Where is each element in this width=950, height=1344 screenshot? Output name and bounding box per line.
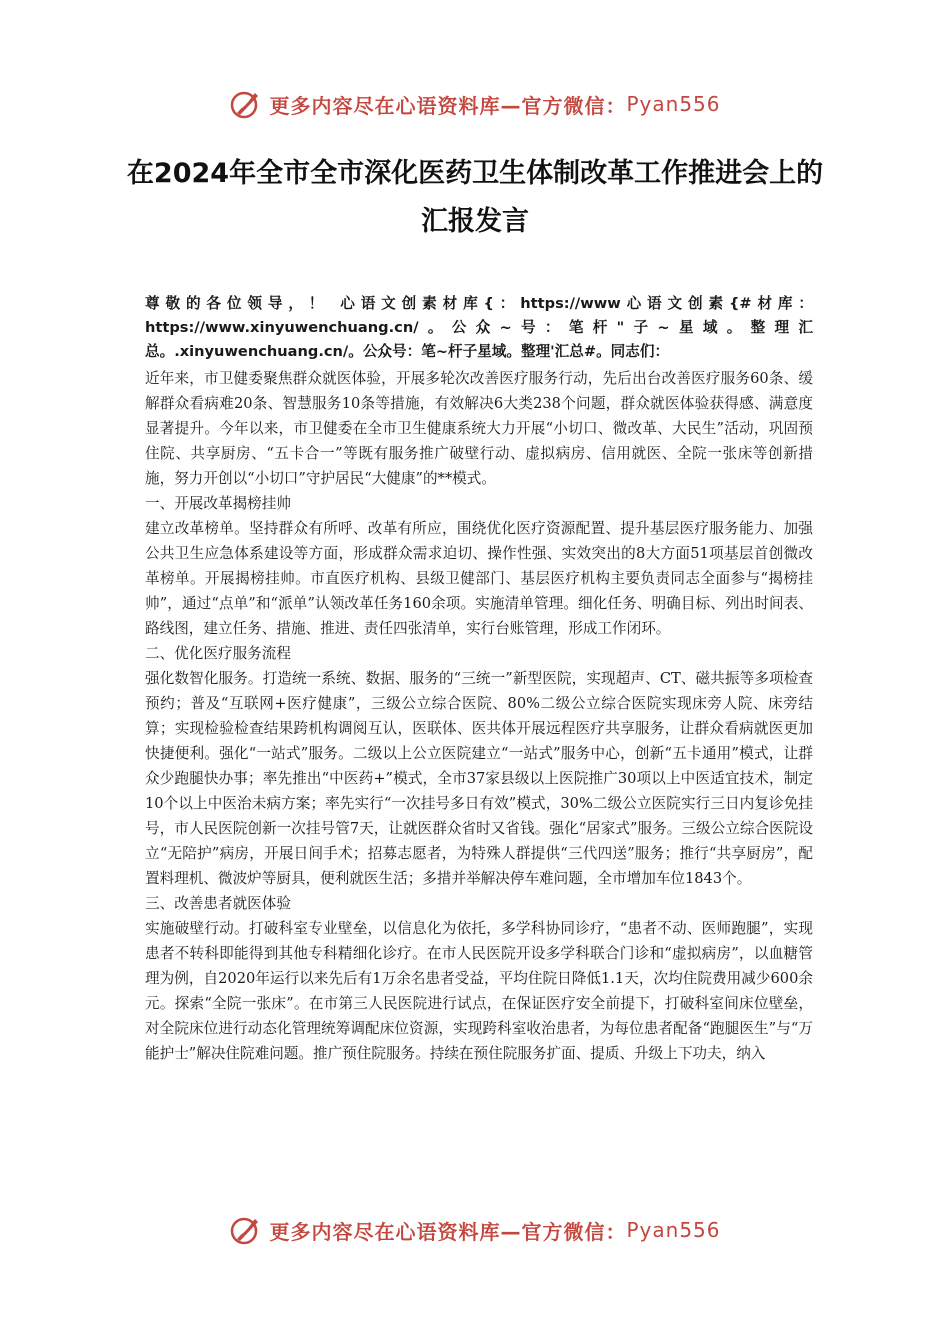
banner-wechat-id: Pyan556 <box>626 1218 721 1242</box>
paragraph-intro: 近年来，市卫健委聚焦群众就医体验，开展多轮次改善医疗服务行动，先后出台改善医疗服务60条、缓解群众看病难20条、智慧服务10条等措施，有效解决6大类238个问题，群众就医体验获得感、满意度显著提升。今年以来，市卫健委在全市卫生健康系统大力开展“小切口、微改革、大民生”活动，巩固预住院、共享厨房、“五卡合一”等既有服务推广破壁行动、虚拟病房、信用就医、全院一张床等创新措施，努力开创以“小切口”守护居民“大健康”的**模式。 <box>145 370 813 487</box>
document-body <box>145 292 813 1066</box>
document-title: 在2024年全市全市深化医药卫生体制改革工作推进会上的汇报发言 <box>126 158 824 237</box>
paragraph-section-3: 实施破壁行动。打破科室专业壁垒，以信息化为依托，多学科协同诊疗，“患者不动、医师跑腿”，实现患者不转科即能得到其他专科精细化诊疗。在市人民医院开设多学科联合门诊和“虚拟病房”，以血糖管理为例，自2020年运行以来先后有1万余名患者受益，平均住院日降低1.1天，次均住院费用减少600余元。探索“全院一张床”。在市第三人民医院进行试点，在保证医疗安全前提下，打破科室间床位壁垒，对全院床位进行动态化管理统筹调配床位资源，实现跨科室收治患者，为每位患者配备“跑腿医生”与“万能护士”解决住院难问题。推广预住院服务。持续在预住院服务扩面、提质、升级上下功夫，纳入 <box>145 920 813 1062</box>
footer-banner <box>0 1210 950 1250</box>
paragraph-section-1: 建立改革榜单。坚持群众有所呼、改革有所应，围绕优化医疗资源配置、提升基层医疗服务能力、加强公共卫生应急体系建设等方面，形成群众需求迫切、操作性强、实效突出的8大方面51项基层首创微改革榜单。开展揭榜挂帅。市直医疗机构、县级卫健部门、基层医疗机构主要负责同志全面参与“揭榜挂帅”，通过“点单”和“派单”认领改革任务160余项。实施清单管理。细化任务、明确目标、列出时间表、路线图，建立任务、措施、推进、责任四张清单，实行台账管理，形成工作闭环。 <box>145 520 813 637</box>
section-heading-3: 三、改善患者就医体验 <box>145 895 291 912</box>
quill-pen-logo-icon <box>229 1213 263 1247</box>
greeting: 尊敬的各位领导，！ 心语文创素材库{：https://www心语文创素{#材库：https://www.xinyuwenchuang.cn/。公众~号：笔杆"子~星域。整理汇总。.xinyuwenchuang.cn/。公众号：笔~杆子星域。整理'汇总#。同志们： <box>145 295 813 360</box>
section-heading-1: 一、开展改革揭榜挂帅 <box>145 495 291 512</box>
banner-text: 更多内容尽在心语资料库—官方微信： <box>269 1219 627 1244</box>
banner-wechat-id: Pyan556 <box>626 92 721 116</box>
paragraph-section-2: 强化数智化服务。打造统一系统、数据、服务的“三统一”新型医院，实现超声、CT、磁共振等多项检查预约；普及“互联网+医疗健康”，三级公立综合医院、80%二级公立综合医院实现床旁人院、床旁结算；实现检验检查结果跨机构调阅互认，医联体、医共体开展远程医疗共享服务，让群众看病就医更加快捷便利。强化“一站式”服务。二级以上公立医院建立“一站式”服务中心，创新“五卡通用”模式，让群众少跑腿快办事；率先推出“中医药+”模式，全市37家县级以上医院推广30项以上中医适宜技术，制定10个以上中医治未病方案；率先实行“一次挂号多日有效”模式，30%二级公立医院实行三日内复诊免挂号，市人民医院创新一次挂号管7天，让就医群众省时又省钱。强化“居家式”服务。三级公立综合医院设立“无陪护”病房，开展日间手术；招募志愿者，为特殊人群提供“三代四送”服务；推行“共享厨房”，配置料理机、微波炉等厨具，便利就医生活；多措并举解决停车难问题，全市增加车位1843个。 <box>145 670 813 887</box>
section-heading-2: 二、优化医疗服务流程 <box>145 645 291 662</box>
banner-text: 更多内容尽在心语资料库—官方微信： <box>269 93 627 118</box>
header-banner <box>0 84 950 124</box>
quill-pen-logo-icon <box>229 87 263 121</box>
